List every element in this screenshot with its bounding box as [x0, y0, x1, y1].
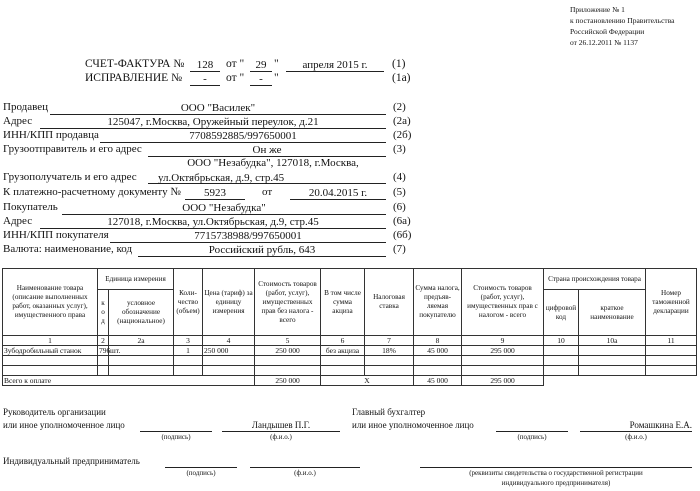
table-row [3, 346, 697, 356]
address-value: 125047, г.Москва, Оружейный переулок, д.21 [40, 116, 386, 129]
entrepreneur-fio-caption: (ф.и.о.) [294, 469, 316, 477]
payment-date: 20.04.2015 г. [290, 187, 386, 200]
consignee-code: (4) [393, 171, 406, 183]
row-country-code [544, 346, 579, 356]
seller-label: Продавец [3, 101, 49, 113]
buyer-inn-label: ИНН/КПП покупателя [3, 229, 109, 241]
head-signature-line [140, 420, 212, 432]
consignee-value-line1: ООО "Незабудка", 127018, г.Москва, [187, 157, 359, 169]
entrepreneur-signature-caption: (подпись) [186, 469, 216, 477]
header-unit-code: к о д [98, 290, 109, 336]
inn-label: ИНН/КПП продавца [3, 129, 99, 141]
certificate-caption-1: (реквизиты свидетельства о государственной регистрации [469, 469, 643, 477]
accountant-fio-caption: (ф.и.о.) [625, 433, 647, 441]
currency-code: (7) [393, 243, 406, 255]
shipper-code: (3) [393, 143, 406, 155]
invoice-label: СЧЕТ-ФАКТУРА № [85, 58, 185, 70]
seller-code: (2) [393, 101, 406, 113]
payment-label: К платежно-расчетному документу № [3, 186, 181, 198]
inn-code: (2б) [393, 129, 412, 141]
header-price: Цена (тариф) за единицу измерения [203, 269, 255, 336]
row-excise: без акциза [321, 346, 365, 356]
shipper-label: Грузоотправитель и его адрес [3, 143, 142, 155]
invoice-code: (1) [392, 58, 406, 70]
certificate-caption-2: индивидуального предпринимателя) [501, 479, 611, 487]
from-label: от " [226, 58, 245, 70]
entrepreneur-label: Индивидуальный предприниматель [3, 456, 140, 466]
row-price: 250 000 [203, 346, 255, 356]
row-customs [646, 346, 697, 356]
table-row-empty [3, 366, 697, 376]
approval-line: к постановлению Правительства [570, 16, 675, 25]
head-label-1: Руководитель организации [3, 407, 106, 417]
row-tax-sum: 45 000 [414, 346, 462, 356]
total-cost-with-tax: 295 000 [462, 376, 544, 386]
row-unit-code: 796 [99, 346, 111, 355]
row-cost-with-tax: 295 000 [462, 346, 544, 356]
head-signature-caption: (подпись) [161, 433, 191, 441]
row-tax-rate: 18% [365, 346, 414, 356]
head-fio-caption: (ф.и.о.) [270, 433, 292, 441]
row-unit-name: шт. [109, 346, 174, 356]
buyer-value: ООО "Незабудка" [62, 202, 386, 215]
row-name: Зубодробильный станок [3, 346, 98, 356]
header-cost-with-tax: Стоимость товаров (работ, услуг), имущественных прав с налогом - всего [462, 269, 544, 336]
header-tax-rate: Налоговая ставка [365, 269, 414, 336]
table-row-empty [3, 356, 697, 366]
invoice-number: 128 [190, 59, 220, 72]
header-country-name: краткое наименование [579, 290, 646, 336]
seller-value: ООО "Василек" [50, 102, 386, 115]
total-tax-sum: 45 000 [414, 376, 462, 386]
accountant-signature-line [496, 420, 568, 432]
column-number: 6 [321, 336, 365, 346]
header-cost-no-tax: Стоимость товаров (работ, услуг), имущественных прав без налога - всего [255, 269, 321, 336]
quote-close: " [274, 58, 279, 70]
payment-from-label: от [262, 186, 273, 198]
buyer-address-label: Адрес [3, 215, 33, 227]
correction-number: - [190, 73, 220, 86]
header-unit-name: условное обозначение (национальное) [109, 290, 174, 336]
column-number: 1 [3, 336, 98, 346]
address-label: Адрес [3, 115, 33, 127]
row-cost-no-tax: 250 000 [255, 346, 321, 356]
currency-value: Российский рубль, 643 [138, 244, 386, 257]
entrepreneur-signature-line [165, 456, 237, 468]
column-number: 4 [203, 336, 255, 346]
header-customs: Номер таможенной декларации [646, 269, 697, 336]
header-tax-sum: Сумма налога, предъяв- ляемая покупателю [414, 269, 462, 336]
invoice-table [2, 268, 697, 386]
shipper-value: Он же [148, 144, 386, 157]
consignee-label: Грузополучатель и его адрес [3, 171, 137, 183]
address-code: (2а) [393, 115, 411, 127]
inn-value: 7708592885/997650001 [100, 130, 386, 143]
column-number: 11 [646, 336, 697, 346]
approval-block [570, 4, 698, 48]
buyer-address-value: 127018, г.Москва, ул.Октябрьская, д.9, стр.45 [40, 216, 386, 229]
column-number: 2 [98, 336, 109, 346]
accountant-label-1: Главный бухгалтер [352, 407, 426, 417]
approval-line: Российской Федерации [570, 27, 645, 36]
row-qty: 1 [174, 346, 203, 356]
column-number: 5 [255, 336, 321, 346]
buyer-inn-value: 7715738988/997650001 [110, 230, 386, 243]
accountant-label-2: или иное уполномоченное лицо [352, 420, 474, 430]
invoice-month-year: апреля 2015 г. [286, 59, 384, 72]
total-row [3, 376, 697, 386]
total-excise: Х [321, 376, 414, 386]
header-unit: Единица измерения [98, 269, 174, 290]
row-country-name [579, 346, 646, 356]
header-country: Страна происхождения товара [544, 269, 646, 290]
consignee-value-line2: ул.Октябрьская, д.9, стр.45 [148, 172, 386, 184]
entrepreneur-name-line [250, 456, 360, 468]
correction-from-label: от " [226, 72, 245, 84]
payment-number: 5923 [185, 187, 245, 200]
total-cost-no-tax: 250 000 [255, 376, 321, 386]
column-number: 3 [174, 336, 203, 346]
invoice-day: 29 [250, 59, 272, 72]
correction-label: ИСПРАВЛЕНИЕ № [85, 72, 183, 84]
buyer-inn-code: (6б) [393, 229, 412, 241]
header-country-code: цифровой код [544, 290, 579, 336]
payment-code: (5) [393, 186, 406, 198]
approval-line: от 26.12.2011 № 1137 [570, 38, 638, 47]
buyer-label: Покупатель [3, 201, 58, 213]
certificate-line [420, 456, 692, 468]
buyer-address-code: (6а) [393, 215, 411, 227]
total-label: Всего к оплате [3, 376, 255, 386]
column-number: 2а [109, 336, 174, 346]
head-label-2: или иное уполномоченное лицо [3, 420, 125, 430]
accountant-signature-caption: (подпись) [517, 433, 547, 441]
column-number: 8 [414, 336, 462, 346]
correction-quote-close: " [274, 72, 279, 84]
header-name: Наименование товара (описание выполненных работ, оказанных услуг), имущественного права [3, 269, 98, 336]
column-number: 10 [544, 336, 579, 346]
accountant-name: Ромашкина Е.А. [580, 420, 692, 432]
correction-code: (1а) [392, 72, 411, 84]
column-number: 9 [462, 336, 544, 346]
column-number: 10а [579, 336, 646, 346]
head-name: Ландышев П.Г. [222, 420, 340, 432]
currency-label: Валюта: наименование, код [3, 243, 133, 255]
correction-day: - [250, 73, 272, 86]
column-number: 7 [365, 336, 414, 346]
approval-line: Приложение № 1 [570, 5, 625, 14]
buyer-code: (6) [393, 201, 406, 213]
header-excise: В том числе сумма акциза [321, 269, 365, 336]
header-qty: Коли- чество (объем) [174, 269, 203, 336]
